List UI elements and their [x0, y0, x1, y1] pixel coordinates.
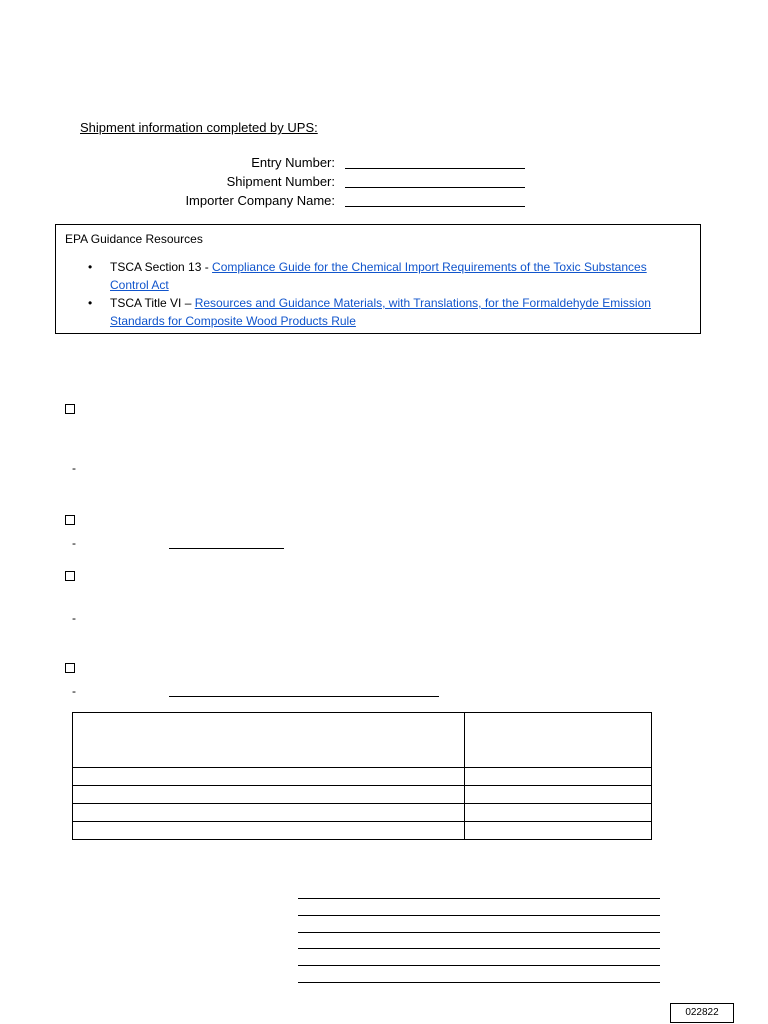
option-1-dash: -	[72, 461, 76, 475]
table-cell[interactable]	[465, 822, 652, 840]
importer-company-label: Importer Company Name:	[185, 193, 335, 208]
table-cell[interactable]	[465, 786, 652, 804]
importer-company-field[interactable]	[345, 206, 525, 207]
tsca-vi-guide-link[interactable]: Resources and Guidance Materials, with Translations, for the Formaldehyde Emission Standards for Composite Wood Products Rule	[110, 296, 651, 328]
product-table	[72, 712, 652, 840]
option-2-dash: -	[72, 536, 76, 550]
bullet-icon: •	[88, 260, 93, 274]
option-4-checkbox[interactable]	[65, 663, 75, 673]
form-code: 022822	[670, 1003, 734, 1023]
signature-line-5[interactable]	[298, 965, 660, 966]
table-cell[interactable]	[465, 804, 652, 822]
guidance-box	[55, 224, 701, 334]
entry-number-label: Entry Number:	[251, 155, 335, 170]
guidance-item-prefix: TSCA Title VI –	[110, 296, 195, 310]
signature-line-1[interactable]	[298, 898, 660, 899]
table-header-row	[73, 713, 652, 768]
shipment-number-field[interactable]	[345, 187, 525, 188]
signature-line-2[interactable]	[298, 915, 660, 916]
table-cell[interactable]	[73, 768, 465, 786]
signature-line-4[interactable]	[298, 948, 660, 949]
shipment-number-label: Shipment Number:	[226, 174, 335, 189]
signature-line-6[interactable]	[298, 982, 660, 983]
option-4-input-line[interactable]	[169, 696, 439, 697]
table-cell[interactable]	[465, 768, 652, 786]
bullet-icon: •	[88, 296, 93, 310]
table-row	[73, 804, 652, 822]
guidance-item-tsca-13	[88, 258, 678, 294]
tsca-13-guide-link[interactable]: Compliance Guide for the Chemical Import Requirements of the Toxic Substances Control Act	[110, 260, 647, 292]
option-1-checkbox[interactable]	[65, 404, 75, 414]
option-2-input-line[interactable]	[169, 548, 284, 549]
table-cell[interactable]	[73, 822, 465, 840]
signature-line-3[interactable]	[298, 932, 660, 933]
table-row	[73, 786, 652, 804]
guidance-title: EPA Guidance Resources	[65, 232, 203, 246]
option-3-dash: -	[72, 611, 76, 625]
table-row	[73, 768, 652, 786]
table-cell[interactable]	[73, 804, 465, 822]
option-3-checkbox[interactable]	[65, 571, 75, 581]
entry-number-field[interactable]	[345, 168, 525, 169]
table-cell[interactable]	[465, 713, 652, 768]
option-4-dash: -	[72, 684, 76, 698]
table-cell[interactable]	[73, 713, 465, 768]
shipment-heading: Shipment information completed by UPS:	[80, 120, 318, 135]
table-row	[73, 822, 652, 840]
option-2-checkbox[interactable]	[65, 515, 75, 525]
guidance-item-prefix: TSCA Section 13 -	[110, 260, 213, 274]
guidance-item-tsca-vi	[88, 294, 678, 330]
table-cell[interactable]	[73, 786, 465, 804]
